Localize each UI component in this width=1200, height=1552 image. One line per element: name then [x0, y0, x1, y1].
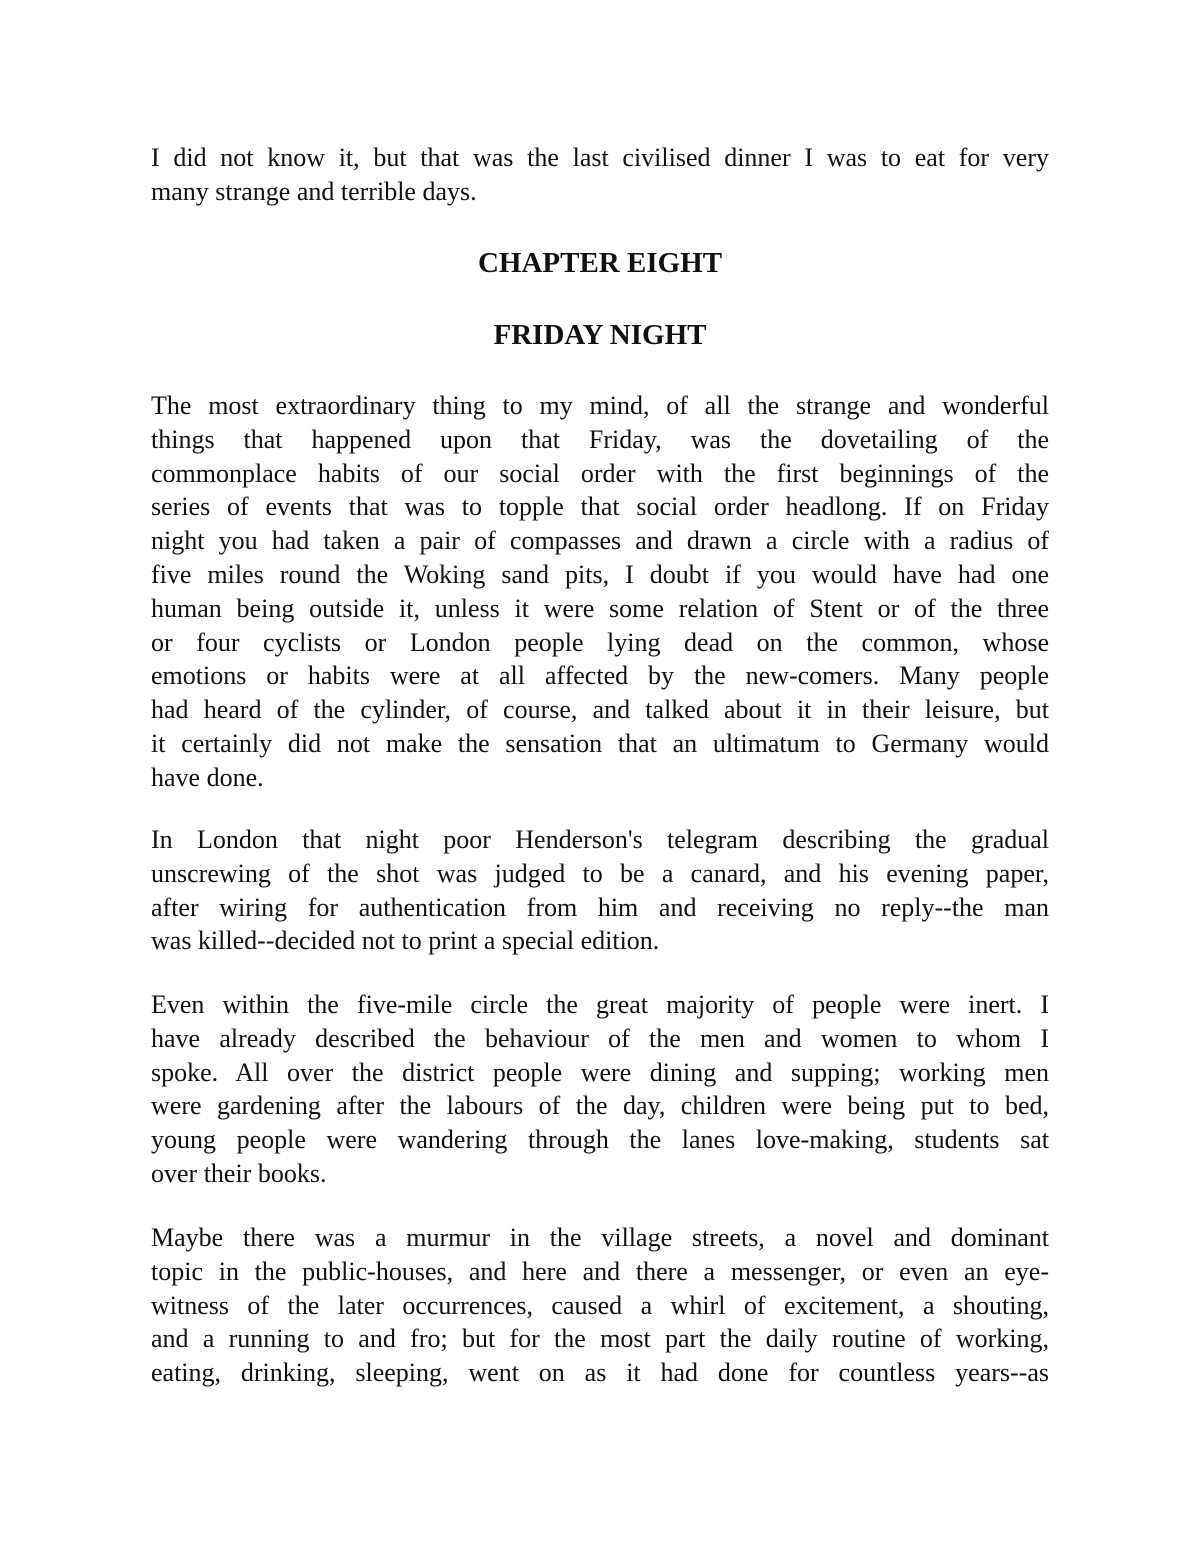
- text-line: were gardening after the labours of the day, children were being put to bed,: [151, 1091, 1049, 1121]
- text-line: unscrewing of the shot was judged to be a canard, and his evening paper,: [151, 858, 1049, 888]
- paragraph: [151, 389, 1049, 795]
- text-line: had heard of the cylinder, of course, and talked about it in their leisure, but: [151, 695, 1049, 725]
- text-line: five miles round the Woking sand pits, I doubt if you would have had one: [151, 559, 1049, 589]
- paragraph-intro: [151, 141, 1049, 209]
- text-line: young people were wandering through the lanes love-making, students sat: [151, 1125, 1049, 1155]
- text-line: things that happened upon that Friday, was the dovetailing of the: [151, 424, 1049, 454]
- text-line: The most extraordinary thing to my mind, of all the strange and wonderful: [151, 391, 1049, 420]
- text-line: Maybe there was a murmur in the village streets, a novel and dominant: [151, 1223, 1049, 1252]
- text-line: or four cyclists or London people lying dead on the common, whose: [151, 627, 1049, 657]
- paragraph: [151, 823, 1049, 958]
- text-line: witness of the later occurrences, caused a whirl of excitement, a shouting,: [151, 1290, 1049, 1320]
- text-line: I did not know it, but that was the last civilised dinner I was to eat for very: [151, 143, 1049, 172]
- text-line: emotions or habits were at all affected by the new-comers. Many people: [151, 661, 1049, 691]
- text-line: commonplace habits of our social order with the first beginnings of the: [151, 458, 1049, 488]
- text-line: over their books.: [151, 1158, 327, 1188]
- text-line: In London that night poor Henderson's telegram describing the gradual: [151, 825, 1049, 854]
- text-line: was killed--decided not to print a special edition.: [151, 926, 660, 956]
- text-line: topic in the public-houses, and here and there a messenger, or even an eye-: [151, 1256, 1049, 1286]
- text-line: human being outside it, unless it were some relation of Stent or of the three: [151, 593, 1049, 623]
- text-line: many strange and terrible days.: [151, 176, 477, 206]
- text-line: eating, drinking, sleeping, went on as it had done for countless years--as: [151, 1358, 1049, 1388]
- paragraph: [151, 1221, 1049, 1390]
- text-line: Even within the five-mile circle the great majority of people were inert. I: [151, 990, 1049, 1019]
- chapter-title: FRIDAY NIGHT: [493, 319, 707, 351]
- text-line: have already described the behaviour of the men and women to whom I: [151, 1023, 1049, 1053]
- text-line: series of events that was to topple that social order headlong. If on Friday: [151, 492, 1049, 522]
- text-line: have done.: [151, 762, 264, 792]
- text-line: night you had taken a pair of compasses and drawn a circle with a radius of: [151, 526, 1049, 556]
- chapter-heading: CHAPTER EIGHT: [477, 247, 723, 279]
- text-line: it certainly did not make the sensation that an ultimatum to Germany would: [151, 728, 1049, 758]
- text-line: and a running to and fro; but for the most part the daily routine of working,: [151, 1324, 1049, 1354]
- paragraph: [151, 988, 1049, 1191]
- text-line: after wiring for authentication from him and receiving no reply--the man: [151, 892, 1049, 922]
- text-line: spoke. All over the district people were dining and supping; working men: [151, 1057, 1049, 1087]
